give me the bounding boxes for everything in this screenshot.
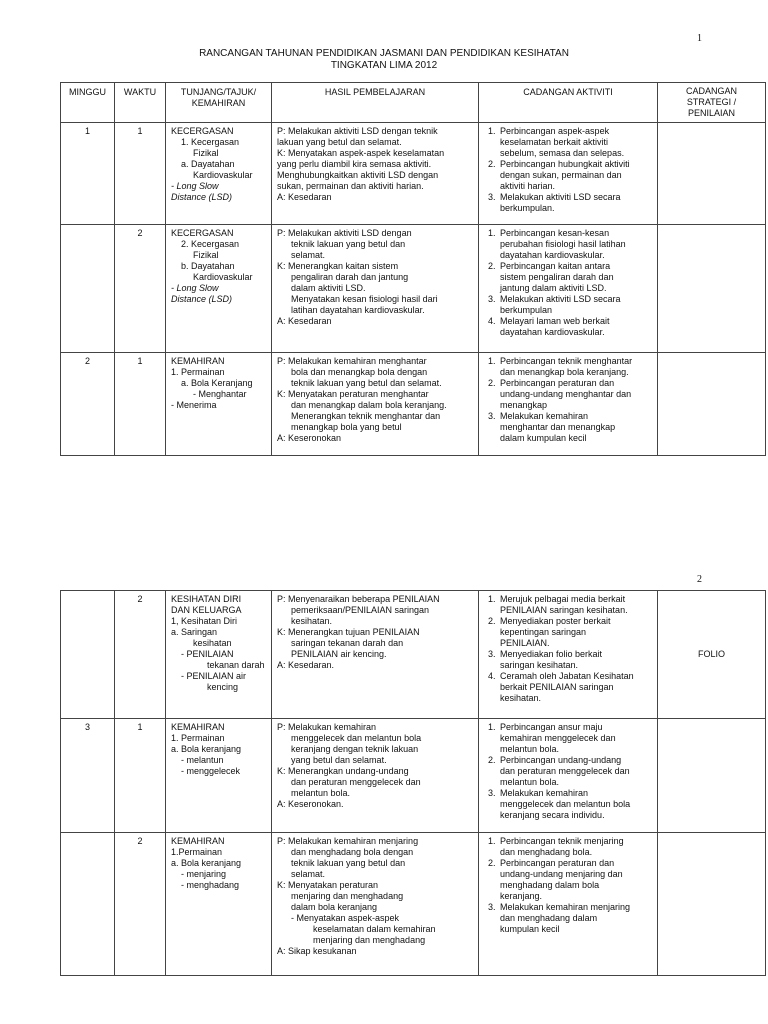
- list-item: 2. Perbincangan hubungkait aktiviti dengan sukan, permainan dan aktiviti harian.: [498, 159, 652, 192]
- list-item: 4. Melayari laman web berkait dayatahan kardiovaskular.: [498, 316, 652, 338]
- cell-tunjang: KEMAHIRAN 1. Permainan a. Bola keranjang - melantun - menggelecek: [166, 719, 272, 833]
- cell-hasil: P: Menyenaraikan beberapa PENILAIAN pemeriksaan/PENILAIAN saringan kesihatan. K: Menerangkan tujuan PENILAIAN saringan tekanan darah dan PENILAIAN air kencing. A: Kesedaran.: [272, 591, 479, 719]
- list-item: 3. Melakukan kemahiran menjaring dan menghadang dalam kumpulan kecil: [498, 902, 652, 935]
- list-item: 1. Perbincangan kesan-kesan perubahan fisiologi hasil latihan dayatahan kardiovaskular.: [498, 228, 652, 261]
- list-item: 3. Menyediakan folio berkait saringan kesihatan.: [498, 649, 652, 671]
- list-item: 2. Perbincangan kaitan antara sistem pengaliran darah dan jantung dalam aktiviti LSD.: [498, 261, 652, 294]
- cell-minggu: [61, 833, 115, 976]
- title-line-1: RANCANGAN TAHUNAN PENDIDIKAN JASMANI DAN PENDIDIKAN KESIHATAN: [199, 48, 569, 59]
- cell-hasil: P: Melakukan kemahiran menghantar bola dan menangkap bola dengan teknik lakuan yang betul dan selamat. K: Menyatakan peraturan menghantar dan menangkap dalam bola keranjang. Menerangkan teknik menghantar dan menangkap bola yang betul A: Keseronokan: [272, 353, 479, 456]
- header-minggu: MINGGU: [61, 83, 115, 123]
- cell-strategi: FOLIO: [658, 591, 766, 719]
- list-item: 3. Melakukan kemahiran menggelecek dan melantun bola keranjang secara individu.: [498, 788, 652, 821]
- plan-table-page-1: [60, 82, 766, 456]
- cell-strategi: [658, 123, 766, 225]
- list-item: 3. Melakukan aktiviti LSD secara berkumpulan.: [498, 192, 652, 214]
- header-cadangan: CADANGAN AKTIVITI: [479, 83, 658, 123]
- document-title: [0, 48, 768, 72]
- list-item: 1. Perbincangan ansur maju kemahiran menggelecek dan melantun bola.: [498, 722, 652, 755]
- list-item: 3. Melakukan aktiviti LSD secara berkumpulan: [498, 294, 652, 316]
- header-waktu: WAKTU: [115, 83, 166, 123]
- cell-minggu: 1: [61, 123, 115, 225]
- cell-minggu: [61, 591, 115, 719]
- list-item: 2. Perbincangan peraturan dan undang-undang menjaring dan menghadang dalam bola keranjang.: [498, 858, 652, 902]
- cell-hasil: P: Melakukan aktiviti LSD dengan teknik lakuan yang betul dan selamat. K: Menyatakan aspek-aspek keselamatan yang perlu diambil kira semasa aktiviti. Menghubungkaitkan aktiviti LSD dengan sukan, permainan dan aktiviti harian. A: Kesedaran: [272, 123, 479, 225]
- table-row: [61, 591, 766, 719]
- list-item: 3. Melakukan kemahiran menghantar dan menangkap dalam kumpulan kecil: [498, 411, 652, 444]
- list-item: 1. Perbincangan aspek-aspek keselamatan berkait aktiviti sebelum, semasa dan selepas.: [498, 126, 652, 159]
- cell-minggu: [61, 225, 115, 353]
- cell-strategi: [658, 719, 766, 833]
- cell-waktu: 1: [115, 123, 166, 225]
- cell-minggu: 3: [61, 719, 115, 833]
- cell-tunjang: KEMAHIRAN 1. Permainan a. Bola Keranjang - Menghantar - Menerima: [166, 353, 272, 456]
- cell-aktiviti: [479, 833, 658, 976]
- cell-aktiviti: [479, 719, 658, 833]
- table-row: [61, 123, 766, 225]
- list-item: 2. Perbincangan undang-undang dan peraturan menggelecek dan melantun bola.: [498, 755, 652, 788]
- cell-tunjang: KECERGASAN 1. Kecergasan Fizikal a. Dayatahan Kardiovaskular - Long Slow Distance (LSD): [166, 123, 272, 225]
- header-strategi: CADANGAN STRATEGI / PENILAIAN: [658, 83, 766, 123]
- header-tunjang: TUNJANG/TAJUK/ KEMAHIRAN: [166, 83, 272, 123]
- page-number: 1: [697, 33, 702, 44]
- cell-strategi: [658, 225, 766, 353]
- cell-hasil: P: Melakukan aktiviti LSD dengan teknik lakuan yang betul dan selamat. K: Menerangkan kaitan sistem pengaliran darah dan jantung dalam aktiviti LSD. Menyatakan kesan fisiologi hasil dari latihan dayatahan kardiovaskular. A: Kesedaran: [272, 225, 479, 353]
- cell-tunjang: KESIHATAN DIRI DAN KELUARGA 1, Kesihatan Diri a. Saringan kesihatan - PENILAIAN tekanan darah - PENILAIAN air kencing: [166, 591, 272, 719]
- header-hasil: HASIL PEMBELAJARAN: [272, 83, 479, 123]
- cell-tunjang: KECERGASAN 2. Kecergasan Fizikal b. Dayatahan Kardiovaskular - Long Slow Distance (LSD): [166, 225, 272, 353]
- plan-table-page-2: [60, 590, 766, 976]
- cell-waktu: 2: [115, 833, 166, 976]
- table-row: [61, 719, 766, 833]
- cell-aktiviti: [479, 591, 658, 719]
- cell-strategi: [658, 353, 766, 456]
- cell-minggu: 2: [61, 353, 115, 456]
- cell-aktiviti: [479, 123, 658, 225]
- cell-waktu: 1: [115, 353, 166, 456]
- cell-waktu: 2: [115, 225, 166, 353]
- cell-hasil: P: Melakukan kemahiran menggelecek dan melantun bola keranjang dengan teknik lakuan yang betul dan selamat. K: Menerangkan undang-undang dan peraturan menggelecek dan melantun bola. A: Keseronokan.: [272, 719, 479, 833]
- table-header-row: [61, 83, 766, 123]
- list-item: 2. Perbincangan peraturan dan undang-undang menghantar dan menangkap: [498, 378, 652, 411]
- table-row: [61, 353, 766, 456]
- list-item: 4. Ceramah oleh Jabatan Kesihatan berkait PENILAIAN saringan kesihatan.: [498, 671, 652, 704]
- page-number: 2: [697, 574, 702, 585]
- list-item: 1. Merujuk pelbagai media berkait PENILAIAN saringan kesihatan.: [498, 594, 652, 616]
- cell-strategi: [658, 833, 766, 976]
- cell-aktiviti: [479, 353, 658, 456]
- title-line-2: TINGKATAN LIMA 2012: [330, 60, 438, 71]
- list-item: 1. Perbincangan teknik menghantar dan menangkap bola keranjang.: [498, 356, 652, 378]
- table-row: [61, 225, 766, 353]
- table-row: [61, 833, 766, 976]
- cell-aktiviti: [479, 225, 658, 353]
- cell-tunjang: KEMAHIRAN 1.Permainan a. Bola keranjang - menjaring - menghadang: [166, 833, 272, 976]
- list-item: 2. Menyediakan poster berkait kepentingan saringan PENILAIAN.: [498, 616, 652, 649]
- cell-waktu: 2: [115, 591, 166, 719]
- cell-waktu: 1: [115, 719, 166, 833]
- cell-hasil: P: Melakukan kemahiran menjaring dan menghadang bola dengan teknik lakuan yang betul dan selamat. K: Menyatakan peraturan menjaring dan menghadang dalam bola keranjang - Menyatakan aspek-aspek keselamatan dalam kemahiran menjaring dan menghadang A: Sikap kesukanan: [272, 833, 479, 976]
- list-item: 1. Perbincangan teknik menjaring dan menghadang bola.: [498, 836, 652, 858]
